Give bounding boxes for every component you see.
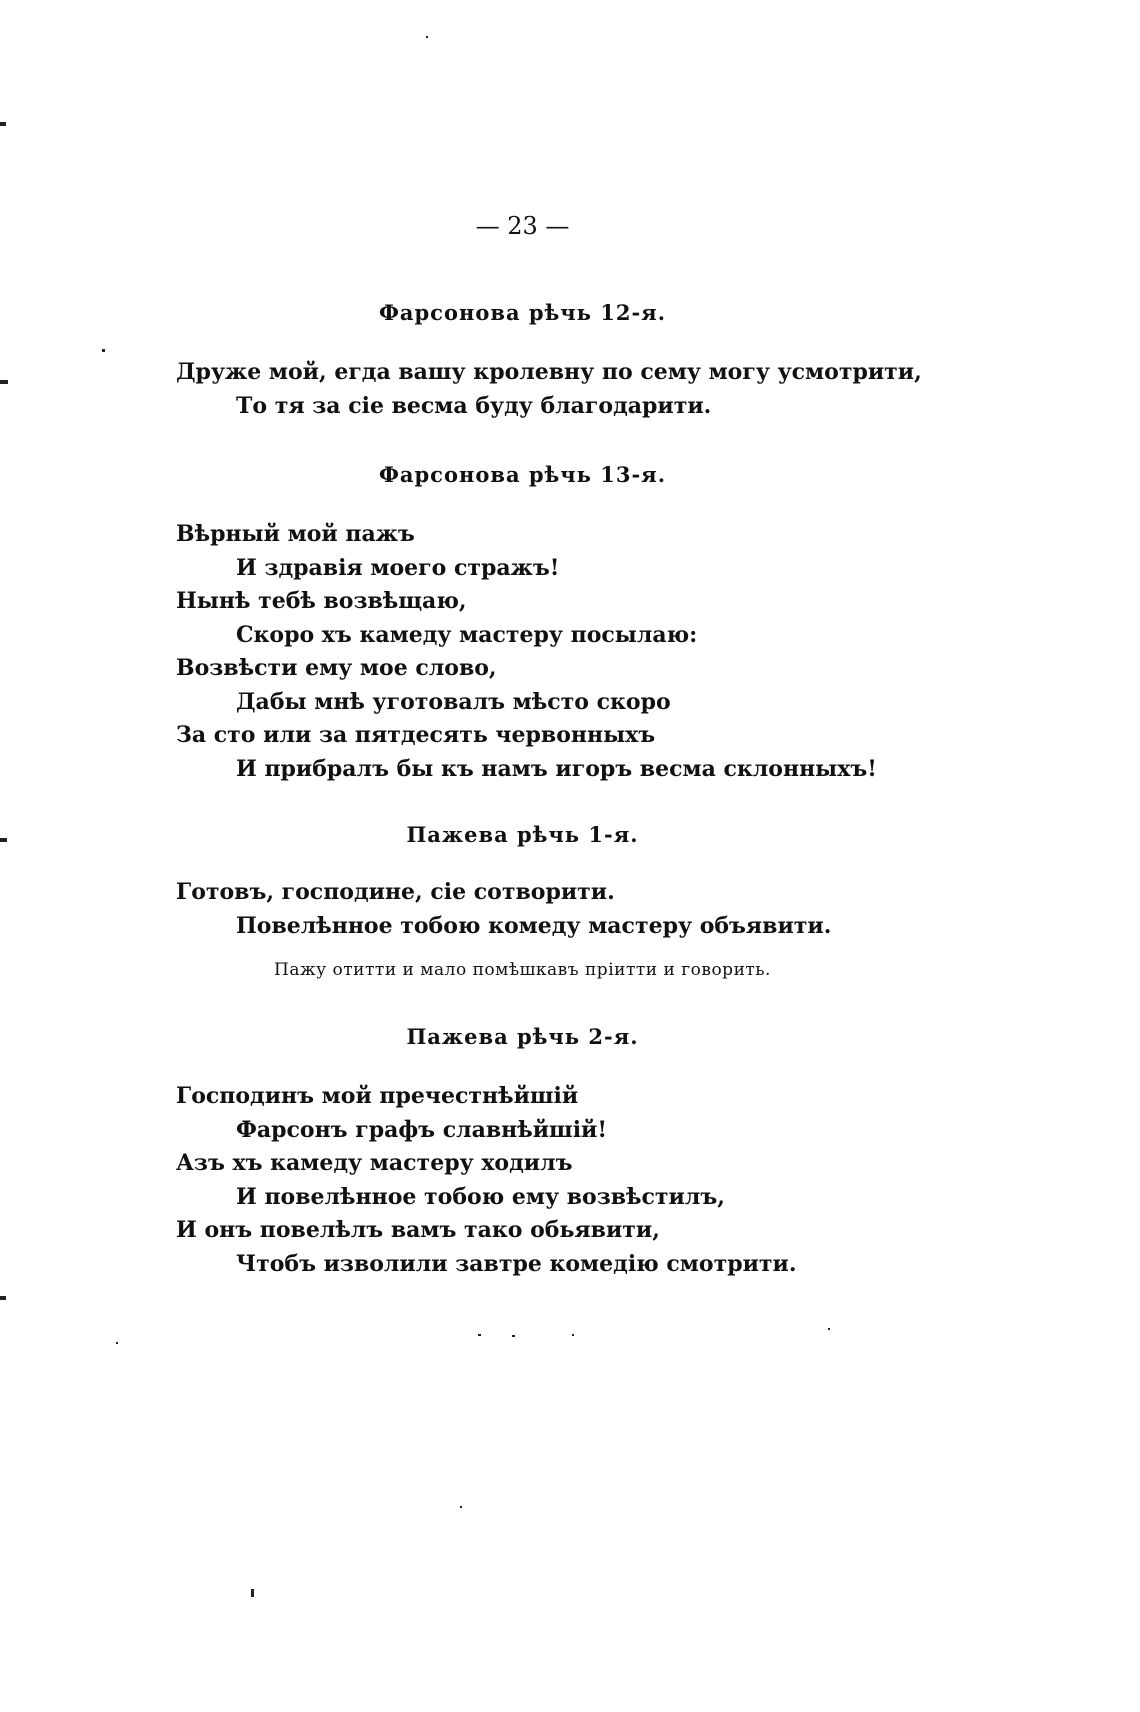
scan-speck [460, 1506, 462, 1508]
section-heading: Пажева рѣчь 1-я. [406, 822, 639, 847]
page-number: — 23 — [475, 212, 570, 240]
verse-line: И здравія моего стражъ! [236, 555, 560, 581]
section-heading: Фарсонова рѣчь 13-я. [378, 462, 667, 487]
verse-line: И прибралъ бы къ намъ игоръ весма склонныхъ! [236, 756, 877, 782]
section-heading: Пажева рѣчь 2-я. [406, 1024, 639, 1049]
scan-speck [828, 1328, 830, 1330]
verse-line: Чтобъ изволили завтре комедію смотрити. [236, 1251, 797, 1277]
scan-speck [0, 1296, 6, 1300]
scan-speck [512, 1335, 515, 1337]
verse-line: Нынѣ тебѣ возвѣщаю, [176, 588, 467, 614]
verse-line: Азъ хъ камеду мастеру ходилъ [176, 1150, 573, 1176]
scan-speck [0, 122, 6, 126]
verse-line: Возвѣсти ему мое слово, [176, 655, 497, 681]
verse-line: Господинъ мой пречестнѣйшій [176, 1083, 579, 1109]
stage-direction: Пажу отитти и мало помѣшкавъ пріитти и говорить. [274, 960, 771, 980]
scan-speck [251, 1589, 254, 1597]
verse-line: И онъ повелѣлъ вамъ тако обьявити, [176, 1217, 660, 1243]
scan-speck [102, 349, 105, 352]
verse-line: Фарсонъ графъ славнѣйшій! [236, 1117, 608, 1143]
scan-speck [0, 838, 7, 842]
verse-line: То тя за сіе весма буду благодарити. [236, 393, 712, 419]
verse-line: И повелѣнное тобою ему возвѣстилъ, [236, 1184, 725, 1210]
verse-line: Готовъ, господине, сіе сотворити. [176, 879, 615, 905]
verse-line: Скоро хъ камеду мастеру посылаю: [236, 622, 698, 648]
verse-line: За сто или за пятдесять червонныхъ [176, 722, 656, 748]
section-heading: Фарсонова рѣчь 12-я. [378, 300, 667, 325]
verse-line: Повелѣнное тобою комеду мастеру объявити. [236, 913, 832, 939]
scan-speck [116, 1342, 118, 1344]
scan-speck [572, 1334, 574, 1336]
verse-line: Дабы мнѣ уготовалъ мѣсто скоро [236, 689, 671, 715]
scan-speck [0, 380, 8, 384]
scan-speck [478, 1334, 481, 1336]
verse-line: Вѣрный мой пажъ [176, 521, 415, 547]
verse-line: Друже мой, егда вашу кролевну по сему могу усмотрити, [176, 359, 922, 385]
scan-speck [426, 36, 428, 38]
